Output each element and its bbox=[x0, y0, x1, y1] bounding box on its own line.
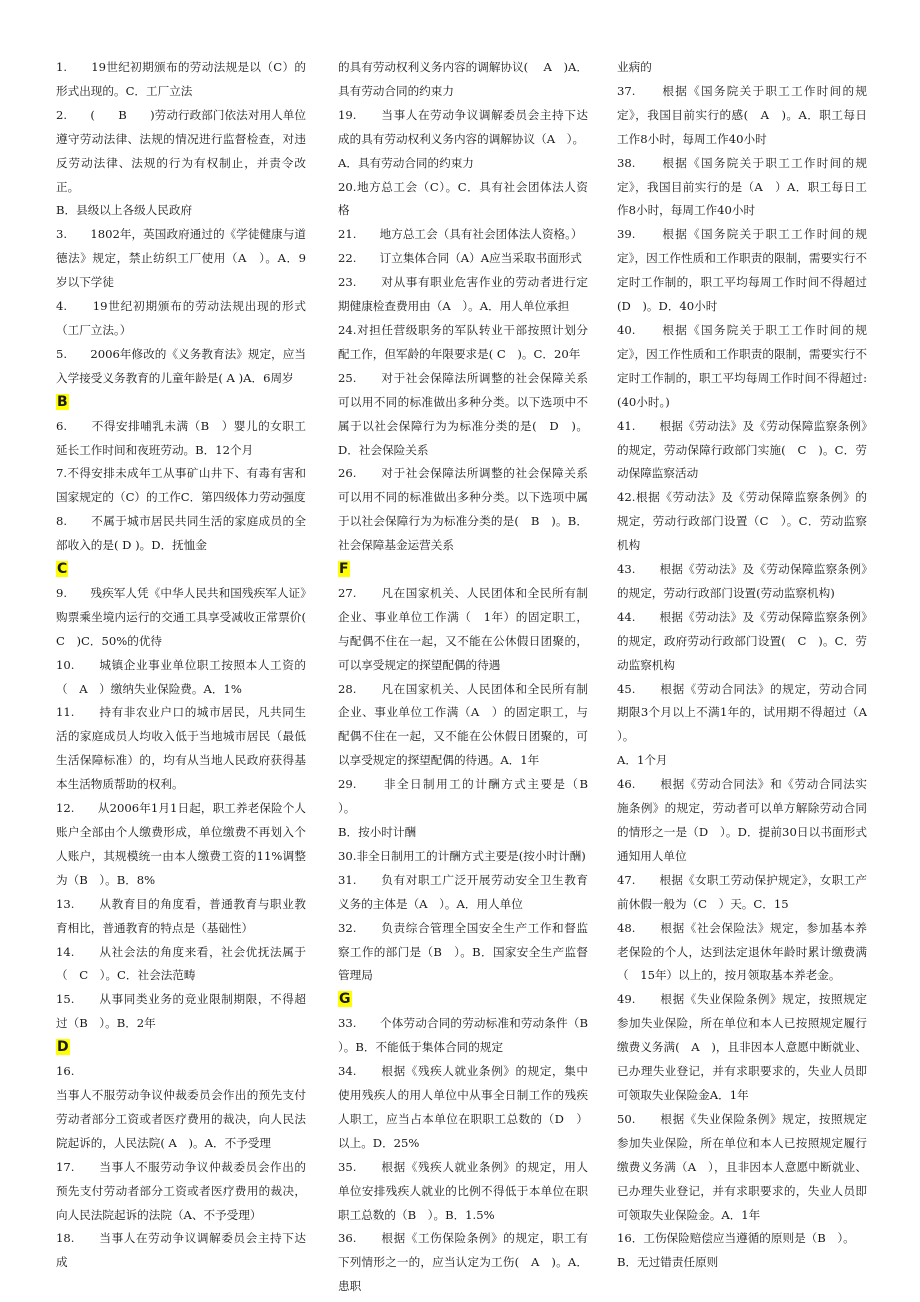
section-letter bbox=[56, 558, 306, 582]
question-paragraph: 16. bbox=[56, 1064, 75, 1079]
question-paragraph: 42.根据《劳动法》及《劳动保障监察条例》的规定，劳动行政部门设置（C ）。C．劳动监察机构 bbox=[617, 490, 867, 553]
question-paragraph: 15. 从事同类业务的竞业限制期限，不得超过（B ）。B．2年 bbox=[56, 992, 306, 1031]
column-1 bbox=[56, 56, 318, 1275]
section-letter-text: B bbox=[57, 393, 68, 410]
question-paragraph: 45. 根据《劳动合同法》的规定，劳动合同期限3个月以上不满1年的，试用期不得超过（A ）。 bbox=[617, 681, 879, 744]
question-paragraph: 12. 从2006年1月1日起，职工养老保险个人账户全部由个人缴费形成，单位缴费不再划入个人账户，其规模统一由本人缴费工资的11%调整为（B ）。B．8% bbox=[56, 801, 306, 887]
question-paragraph: 2. ( B )劳动行政部门依法对用人单位遵守劳动法律、法规的情况进行监督检查，对违反劳动法律、法规的行为有权制止，并责令改正。 bbox=[56, 107, 306, 194]
column-2 bbox=[338, 56, 600, 1299]
question-paragraph: 36. 根据《工伤保险条例》的规定，职工有下列情形之一的，应当认定为工伤( A )。A．患职 bbox=[338, 1231, 588, 1294]
question-paragraph: B．县级以上各级人民政府 bbox=[56, 203, 193, 218]
question-paragraph: 50. 根据《失业保险条例》规定，按照规定参加失业保险，所在单位和本人已按照规定履行缴费义务满（A ），且非因本人意愿中断就业、已办理失业登记，并有求职要求的，失业人员即可领取失业保险金。A．1年 bbox=[617, 1111, 867, 1222]
question-paragraph: 44. 根据《劳动法》及《劳动保障监察条例》的规定，政府劳动行政部门设置( C )。C．劳动监察机构 bbox=[617, 609, 867, 672]
question-paragraph: 9. 残疾军人凭《中华人民共和国残疾军人证》购票乘坐境内运行的交通工具享受减收正常票价( C )C．50%的优待 bbox=[56, 585, 318, 648]
question-paragraph: 22. 订立集体合同（A）A应当采取书面形式 bbox=[338, 251, 582, 266]
question-paragraph: 16．工伤保险赔偿应当遵循的原则是（B ）。 bbox=[617, 1231, 855, 1246]
question-paragraph: 40. 根据《国务院关于职工工作时间的规定》，因工作性质和工作职责的限制，需要实行不定时工作制的，职工平均每周工作时间不得超过:(40小时。) bbox=[617, 322, 867, 409]
question-paragraph: 1. 19世纪初期颁布的劳动法规是以（C）的形式出现的。C．工厂立法 bbox=[56, 60, 306, 98]
question-paragraph: 业病的 bbox=[617, 60, 652, 74]
question-paragraph: 30.非全日制用工的计酬方式主要是(按小时计酬) bbox=[338, 848, 586, 863]
question-paragraph: A．1个月 bbox=[617, 753, 668, 768]
question-paragraph: A．具有劳动合同的约束力 bbox=[338, 155, 474, 170]
question-paragraph: 34. 根据《残疾人就业条例》的规定，集中使用残疾人的用人单位中从事全日制工作的残疾人职工，应当占本单位在职职工总数的（D ）以上。D．25% bbox=[338, 1064, 588, 1150]
question-paragraph: 32. 负责综合管理全国安全生产工作和督监察工作的部门是（B ）。B．国家安全生产监督管理局 bbox=[338, 920, 588, 983]
question-paragraph: 13. 从教育目的角度看，普通教育与职业教育相比，普通教育的特点是（基础性） bbox=[56, 896, 306, 935]
question-paragraph: 21. 地方总工会（具有社会团体法人资格。） bbox=[338, 227, 583, 242]
question-paragraph: 29. 非全日制用工的计酬方式主要是（B ）。 bbox=[338, 777, 600, 816]
question-paragraph: 18. 当事人在劳动争议调解委员会主持下达成 bbox=[56, 1231, 306, 1270]
question-paragraph: 19. 当事人在劳动争议调解委员会主持下达成的具有劳动权利义务内容的调解协议（A ）。 bbox=[338, 107, 588, 146]
question-paragraph: 20.地方总工会（C）。C．具有社会团体法人资格 bbox=[338, 179, 588, 218]
question-paragraph: 35. 根据《残疾人就业条例》的规定，用人单位安排残疾人就业的比例不得低于本单位在职职工总数的（B ）。B．1.5% bbox=[338, 1159, 588, 1222]
question-paragraph: 49. 根据《失业保险条例》规定，按照规定参加失业保险，所在单位和本人已按照规定履行缴费义务满( A )，且非因本人意愿中断就业、已办理失业登记，并有求职要求的，失业人员即可领取失业保险金A．1年 bbox=[617, 992, 867, 1102]
question-paragraph: 11. 持有非农业户口的城市居民，凡共同生活的家庭成员人均收入低于当地城市居民（最低生活保障标准）的，均有从当地人民政府获得基本生活物质帮助的权利。 bbox=[56, 705, 306, 792]
question-paragraph: 39. 根据《国务院关于职工工作时间的规定》，因工作性质和工作职责的限制，需要实行不定时工作制的，职工平均每周工作时间不得超过(D )。D．40小时 bbox=[617, 227, 867, 314]
question-paragraph: 41. 根据《劳动法》及《劳动保障监察条例》的规定，劳动保障行政部门实施( C )。C．劳动保障监察活动 bbox=[617, 418, 867, 481]
section-letter-text: F bbox=[339, 561, 349, 578]
question-paragraph: 28. 凡在国家机关、人民团体和全民所有制企业、事业单位工作满（A ）的固定职工，与配偶不住在一起，又不能在公休假日团聚的，可以享受规定的探望配偶的待遇。A．1年 bbox=[338, 681, 588, 768]
question-paragraph: 17. 当事人不服劳动争议仲裁委员会作出的预先支付劳动者部分工资或者医疗费用的裁决，向人民法院起诉的法院（A、不予受理） bbox=[56, 1159, 306, 1222]
section-letter-text: G bbox=[339, 991, 351, 1008]
question-paragraph: 48. 根据《社会保险法》规定，参加基本养老保险的个人，达到法定退休年龄时累计缴费满（ 15年）以上的，按月领取基本养老金。 bbox=[617, 920, 867, 983]
question-paragraph: 47. 根据《女职工劳动保护规定》，女职工产前休假一般为（C ）天。C．15 bbox=[617, 872, 867, 911]
section-letter bbox=[338, 988, 588, 1012]
question-paragraph: 26. 对于社会保障法所调整的社会保障关系可以用不同的标准做出多种分类。以下选项中属于以社会保障行为为标准分类的是( B )。B．社会保障基金运营关系 bbox=[338, 466, 588, 553]
question-paragraph: 3. 1802年，英国政府通过的《学徒健康与道德法》规定，禁止纺织工厂使用（A ）。A．9岁以下学徒 bbox=[56, 227, 306, 290]
question-paragraph: 43. 根据《劳动法》及《劳动保障监察条例》的规定，劳动行政部门设置(劳动监察机构) bbox=[617, 562, 867, 600]
question-paragraph: 8. 不属于城市居民共同生活的家庭成员的全部收入的是( D )。D．抚恤金 bbox=[56, 514, 306, 553]
question-paragraph: 5. 2006年修改的《义务教育法》规定，应当入学接受义务教育的儿童年龄是( A )A．6周岁 bbox=[56, 346, 306, 385]
question-paragraph: 4. 19世纪初期颁布的劳动法规出现的形式（工厂立法。） bbox=[56, 299, 306, 337]
question-paragraph: 37. 根据《国务院关于职工工作时间的规定》，我国目前实行的感( A )。A．职工每日工作8小时，每周工作40小时 bbox=[617, 83, 867, 146]
question-paragraph: 46. 根据《劳动合同法》和《劳动合同法实施条例》的规定，劳动者可以单方解除劳动合同的情形之一是（D ）。D．提前30日以书面形式通知用人单位 bbox=[617, 777, 867, 863]
section-letter-text: C bbox=[57, 561, 68, 578]
column-3 bbox=[617, 56, 879, 1275]
question-paragraph: 当事人不服劳动争议仲裁委员会作出的预先支付劳动者部分工资或者医疗费用的裁决，向人民法院起诉的，人民法院( A )。A．不予受理 bbox=[56, 1087, 306, 1150]
question-paragraph: B．按小时计酬 bbox=[338, 825, 417, 839]
question-paragraph: 33. 个体劳动合同的劳动标准和劳动条件（B ）。B．不能低于集体合同的规定 bbox=[338, 1016, 600, 1055]
section-letter bbox=[338, 558, 588, 582]
question-paragraph: 6. 不得安排哺乳未满（B ）婴儿的女职工延长工作时间和夜班劳动。B．12个月 bbox=[56, 418, 306, 457]
question-paragraph: 27. 凡在国家机关、人民团体和全民所有制企业、事业单位工作满（ 1年）的固定职工，与配偶不住在一起，又不能在公休假日团聚的，可以享受规定的探望配偶的待遇 bbox=[338, 585, 588, 672]
section-letter bbox=[56, 391, 306, 415]
question-paragraph: 7.不得安排未成年工从事矿山井下、有毒有害和国家规定的（C）的工作C．第四级体力劳动强度 bbox=[56, 466, 306, 505]
section-letter bbox=[56, 1036, 306, 1060]
section-letter-text: D bbox=[57, 1039, 69, 1056]
question-paragraph: 25. 对于社会保障法所调整的社会保障关系可以用不同的标准做出多种分类。以下选项中不属于以社会保障行为为标准分类的是( D )。D．社会保险关系 bbox=[338, 370, 588, 457]
question-paragraph: 10. 城镇企业事业单位职工按照本人工资的（ A ）缴纳失业保险费。A．1% bbox=[56, 657, 306, 696]
question-paragraph: 31. 负有对职工广泛开展劳动安全卫生教育义务的主体是（A ）。A．用人单位 bbox=[338, 872, 588, 911]
question-paragraph: 38. 根据《国务院关于职工工作时间的规定》，我国目前实行的是（A ）A．职工每日工作8小时，每周工作40小时 bbox=[617, 155, 867, 218]
question-paragraph: 23. 对从事有职业危害作业的劳动者进行定期健康检查费用由（A ）。A．用人单位承担 bbox=[338, 275, 588, 314]
question-paragraph: 14. 从社会法的角度来看，社会优抚法属于（ C ）。C．社会法范畴 bbox=[56, 944, 306, 983]
question-paragraph: 的具有劳动权利义务内容的调解协议( A )A．具有劳动合同的约束力 bbox=[338, 60, 588, 98]
question-paragraph: 24.对担任营级职务的军队转业干部按照计划分配工作，但军龄的年限要求是( C )。C．20年 bbox=[338, 322, 588, 361]
question-paragraph: B．无过错责任原则 bbox=[617, 1255, 719, 1270]
